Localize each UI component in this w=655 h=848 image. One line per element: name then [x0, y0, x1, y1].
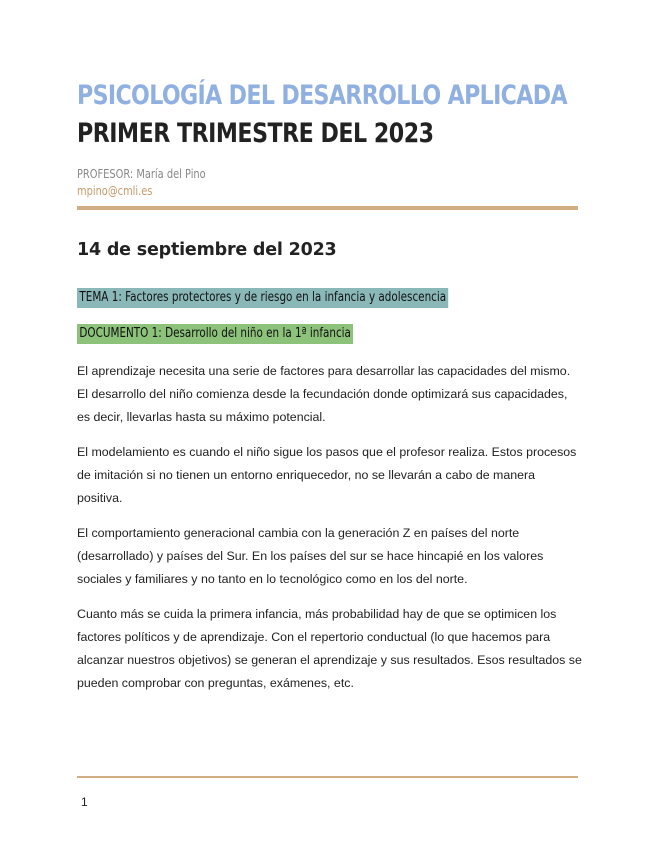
paragraph: El modelamiento es cuando el niño sigue los pasos que el profesor realiza. Estos procesos de imitación si no tienen un entorno enriquecedor, no se llevarán a cabo de manera positiva. — [77, 445, 577, 505]
professor-email: mpino@cmli.es — [77, 184, 153, 198]
course-title: PSICOLOGÍA DEL DESARROLLO APLICADA — [77, 80, 567, 111]
professor-info — [77, 166, 488, 200]
term-title: PRIMER TRIMESTRE DEL 2023 — [77, 118, 434, 149]
document-header — [77, 78, 578, 200]
professor-name: PROFESOR: María del Pino — [77, 167, 206, 181]
paragraph: Cuanto más se cuida la primera infancia, más probabilidad hay de que se optimicen los factores políticos y de aprendizaje. Con el repertorio conductual (lo que hacemos para alcanzar nuestros objetivos) se generan el aprendizaje y sus resultados. Esos resultados se pueden comprobar con preguntas, exámenes, etc. — [77, 607, 582, 690]
paragraph: El comportamiento generacional cambia con la generación Z en países del norte (desarrollado) y países del Sur. En los países del sur se hace hincapié en los valores sociales y familiares y no tanto en lo tecnológico como en los del norte. — [77, 526, 544, 586]
footer-divider — [77, 776, 578, 778]
theme-tag: TEMA 1: Factores protectores y de riesgo en la infancia y adolescencia — [77, 288, 449, 308]
page-number: 1 — [81, 795, 88, 809]
document-tag: DOCUMENTO 1: Desarrollo del niño en la 1ª infancia — [77, 324, 353, 344]
paragraph: El aprendizaje necesita una serie de factores para desarrollar las capacidades del mismo. El desarrollo del niño comienza desde la fecundación donde optimizará sus capacidades, es decir, llevarlas hasta su máximo potencial. — [77, 364, 571, 424]
body-text — [77, 360, 582, 707]
date-heading: 14 de septiembre del 2023 — [77, 240, 337, 260]
header-divider — [77, 206, 578, 210]
